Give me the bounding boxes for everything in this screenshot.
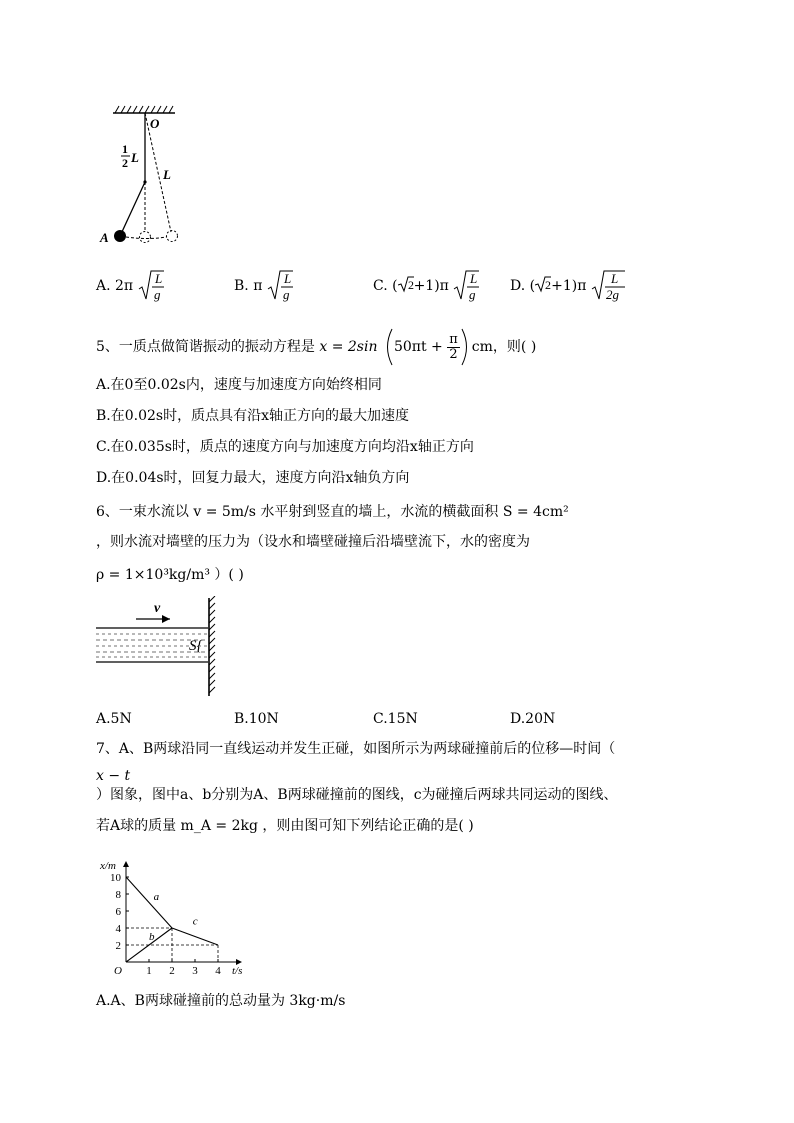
right-paren [460, 327, 472, 367]
xt-chart [96, 844, 256, 976]
q7-line-2: x − t [96, 768, 131, 784]
q5-option-a: A.在0至0.02s内，速度与加速度方向始终相同 [96, 377, 382, 393]
x-tick-label: 2 [169, 965, 175, 976]
label-l-short: L [131, 150, 139, 165]
label-v: v [154, 601, 161, 616]
q6-option-d: D.20N [510, 711, 556, 727]
sqrt-small [535, 275, 551, 293]
q5-option-d: D.在0.04s时，回复力最大，速度方向沿x轴负方向 [96, 470, 410, 486]
x-axis-label: t/s [232, 965, 243, 976]
y-axis-label: x/m [100, 860, 116, 872]
q4-option-d: D. ( 2 +1)π L 2g [510, 269, 625, 303]
bob-a [114, 230, 126, 242]
x-tick-label: 4 [215, 965, 221, 976]
q5-stem: 5、一质点做简谐振动的振动方程是 x = 2sin 50πt + $\frac{\pi}{2}$ cm，则( ) [96, 327, 536, 357]
y-tick-label: 2 [115, 940, 121, 952]
svg-text:L: L [154, 271, 162, 286]
q6-option-c: C.15N [373, 711, 418, 727]
label-half-num: 1 [122, 142, 128, 156]
q6-line-2: ，则水流对墙壁的压力为（设水和墙壁碰撞后沿墙壁流下，水的密度为 [96, 534, 530, 550]
svg-text:g: g [282, 287, 290, 302]
water-jet-figure [96, 596, 226, 700]
svg-text:L: L [470, 271, 478, 286]
sqrt-small [398, 275, 414, 293]
sqrt-symbol [138, 269, 164, 303]
y-tick-label: 8 [115, 889, 121, 901]
label-half-den: 2 [122, 156, 128, 170]
svg-text:2g: 2g [605, 287, 619, 302]
origin-label: O [114, 965, 122, 976]
svg-text:2: 2 [407, 278, 414, 292]
q6-line-3: ρ = 1×10³kg/m³ ）( ) [96, 567, 244, 583]
q5-option-b: B.在0.02s时，质点具有沿x轴正方向的最大加速度 [96, 408, 409, 424]
q7-option-a: A.A、B两球碰撞前的总动量为 3kg·m/s [96, 993, 346, 1009]
q6-option-b: B.10N [234, 711, 279, 727]
y-axis-arrow [123, 861, 129, 867]
q7-line-3: ）图象，图中a、b分别为A、B两球碰撞前的图线，c为碰撞后两球共同运动的图线、 [96, 787, 618, 803]
svg-text:L: L [283, 271, 292, 286]
q4-option-a: A. 2π L g [96, 271, 162, 302]
series-b-label: b [149, 930, 155, 943]
label-l: L [163, 167, 171, 182]
sqrt-symbol [591, 269, 625, 303]
pendulum-figure [95, 100, 205, 250]
svg-text:g: g [469, 287, 476, 302]
q7-line-4: 若A球的质量 m_A = 2kg ，则由图可知下列结论正确的是( ) [96, 818, 474, 834]
label-o: O [150, 116, 160, 131]
y-tick-label: 10 [110, 872, 121, 884]
svg-text:g: g [153, 287, 161, 302]
q4-option-b: B. π L g [234, 271, 292, 302]
q4-option-c: C. ( 2 +1)π L g [373, 271, 478, 302]
q6-option-a: A.5N [96, 711, 132, 727]
q6-line-1: 6、一束水流以 v = 5m/s 水平射到竖直的墙上，水流的横截面积 S = 4cm² [96, 504, 569, 520]
y-tick-label: 6 [115, 906, 121, 918]
y-tick-label: 4 [115, 923, 121, 935]
sqrt-symbol [267, 269, 293, 303]
label-a: A [100, 230, 109, 245]
series-c-line [172, 928, 218, 945]
svg-text:L: L [610, 271, 619, 286]
q7-line-1: 7、A、B两球沿同一直线运动并发生正碰，如图所示为两球碰撞前后的位移—时间（ [96, 741, 616, 757]
string-lower [121, 182, 145, 234]
q5-option-c: C.在0.035s时，质点的速度方向与加速度方向均沿x轴正方向 [96, 439, 474, 455]
x-tick-label: 1 [146, 965, 152, 976]
svg-text:2: 2 [545, 278, 552, 292]
label-s: S{ [189, 638, 203, 654]
series-a-line [126, 877, 172, 928]
series-a-label: a [153, 890, 160, 903]
sqrt-symbol [453, 269, 479, 303]
left-paren [382, 327, 394, 367]
series-c-label: c [192, 915, 198, 928]
x-tick-label: 3 [192, 965, 198, 976]
